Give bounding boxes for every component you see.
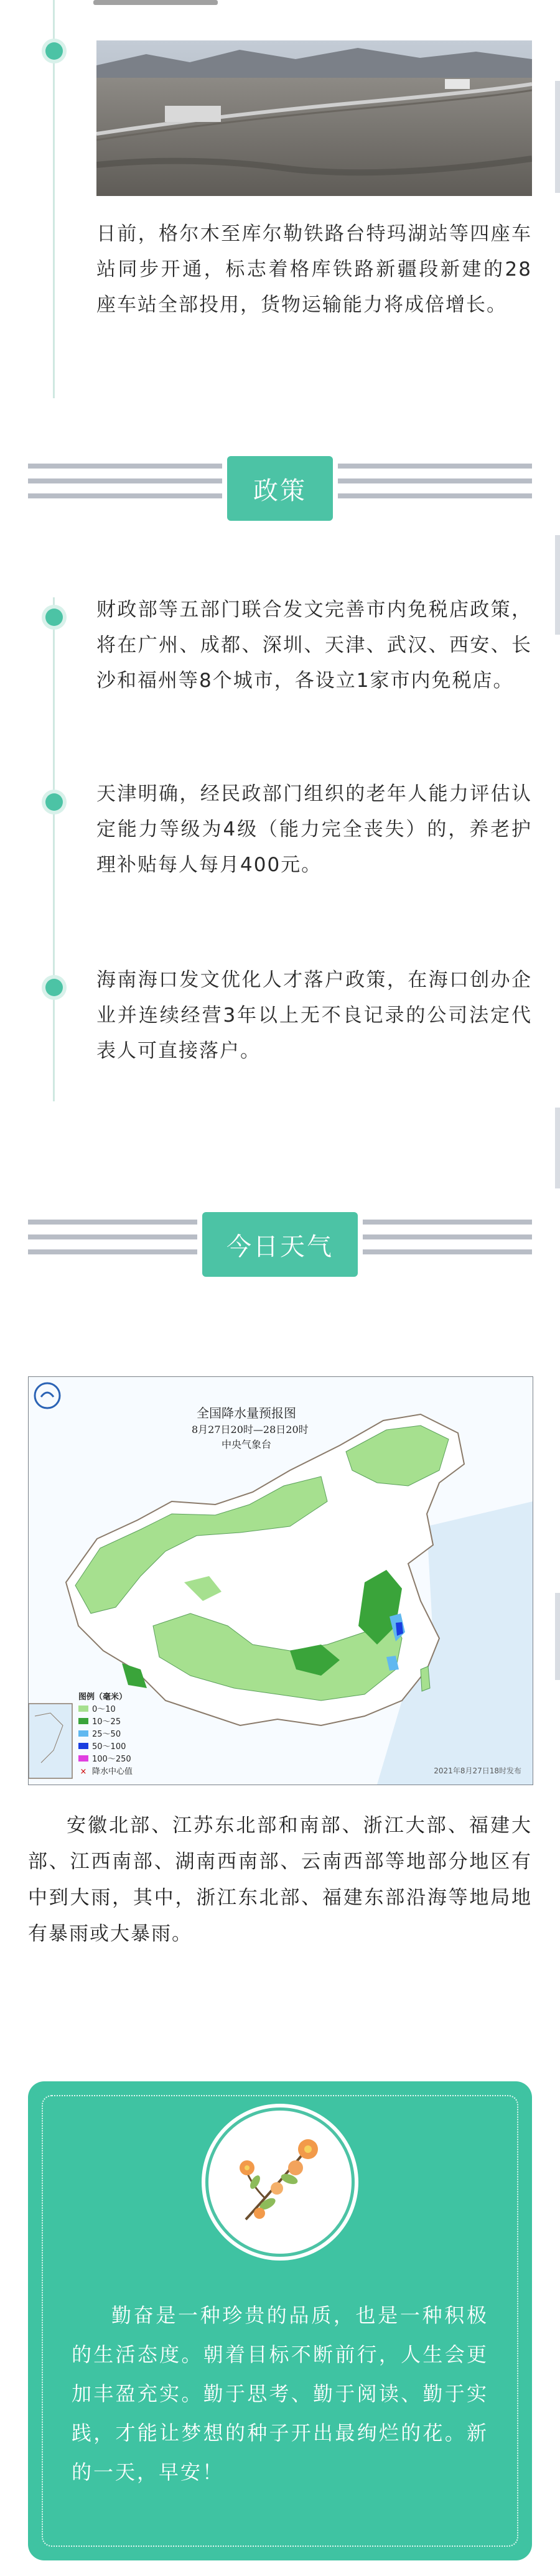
map-issue-note: 2021年8月27日18时发布 [434, 1766, 521, 1775]
section-header-weather [28, 1195, 532, 1294]
precipitation-map [28, 1376, 533, 1785]
section-title: 今日天气 [202, 1212, 358, 1277]
weather-forecast-text: 安徽北部、江苏东北部和南部、浙江大部、福建大部、江西南部、湖南西南部、云南西部等地部分地区有中到大雨，其中，浙江东北部、福建东部沿海等地局地有暴雨或大暴雨。 [28, 1814, 532, 1945]
policy-item-1: 财政部等五部门联合发文完善市内免税店政策，将在广州、成都、深圳、天津、武汉、西安、长沙和福州等8个城市，各设立1家市内免税店。 [96, 599, 532, 692]
edge-mark [555, 535, 560, 635]
flower-icon [208, 2111, 352, 2254]
legend-row: 50～100 [78, 1741, 166, 1753]
edge-mark [555, 1593, 560, 1680]
railway-news-text: 日前，格尔木至库尔勒铁路台特玛湖站等四座车站同步开通，标志着格库铁路新疆段新建的28座车站全部投用，货物运输能力将成倍增长。 [96, 223, 532, 316]
policy-item-2: 天津明确，经民政部门组织的老年人能力评估认定能力等级为4级（能力完全丧失）的，养老护理补贴每人每月400元。 [96, 783, 532, 876]
cropped-caption [93, 0, 218, 5]
legend-row: 10～25 [78, 1716, 166, 1729]
edge-mark [555, 81, 560, 193]
map-time-range: 8月27日20时—28日20时 [192, 1424, 309, 1435]
map-source: 中央气象台 [222, 1439, 272, 1450]
map-legend [78, 1691, 166, 1778]
legend-row: 25～50 [78, 1729, 166, 1741]
flower-badge [205, 2107, 355, 2257]
map-title: 全国降水量预报图 [197, 1406, 296, 1421]
legend-row: × 降水中心值 [80, 1767, 133, 1776]
railway-landscape-image [96, 40, 532, 196]
policy-item-3: 海南海口发文优化人才落户政策，在海口创办企业并连续经营3年以上无不良记录的公司法定代表人可直接落户。 [96, 969, 532, 1062]
section-title: 政策 [227, 456, 333, 521]
closing-card [28, 2081, 532, 2560]
timeline-line [53, 0, 55, 398]
timeline-dot [45, 793, 63, 811]
timeline-dot [45, 42, 63, 60]
edge-mark [555, 1108, 560, 1188]
timeline-dot [45, 609, 63, 626]
legend-row: 0～10 [78, 1704, 166, 1716]
legend-row: 100～250 [78, 1753, 166, 1766]
section-header-policy [28, 439, 532, 538]
timeline-line [53, 597, 55, 1101]
legend-title: 图例（毫米） [78, 1692, 128, 1702]
railway-photo [96, 40, 532, 196]
closing-quote: 勤奋是一种珍贵的品质，也是一种积极的生活态度。朝着目标不断前行，人生会更加丰盈充实。勤于思考、勤于阅读、勤于实践，才能让梦想的种子开出最绚烂的花。新的一天，早安！ [72, 2303, 488, 2484]
timeline-dot [45, 979, 63, 996]
